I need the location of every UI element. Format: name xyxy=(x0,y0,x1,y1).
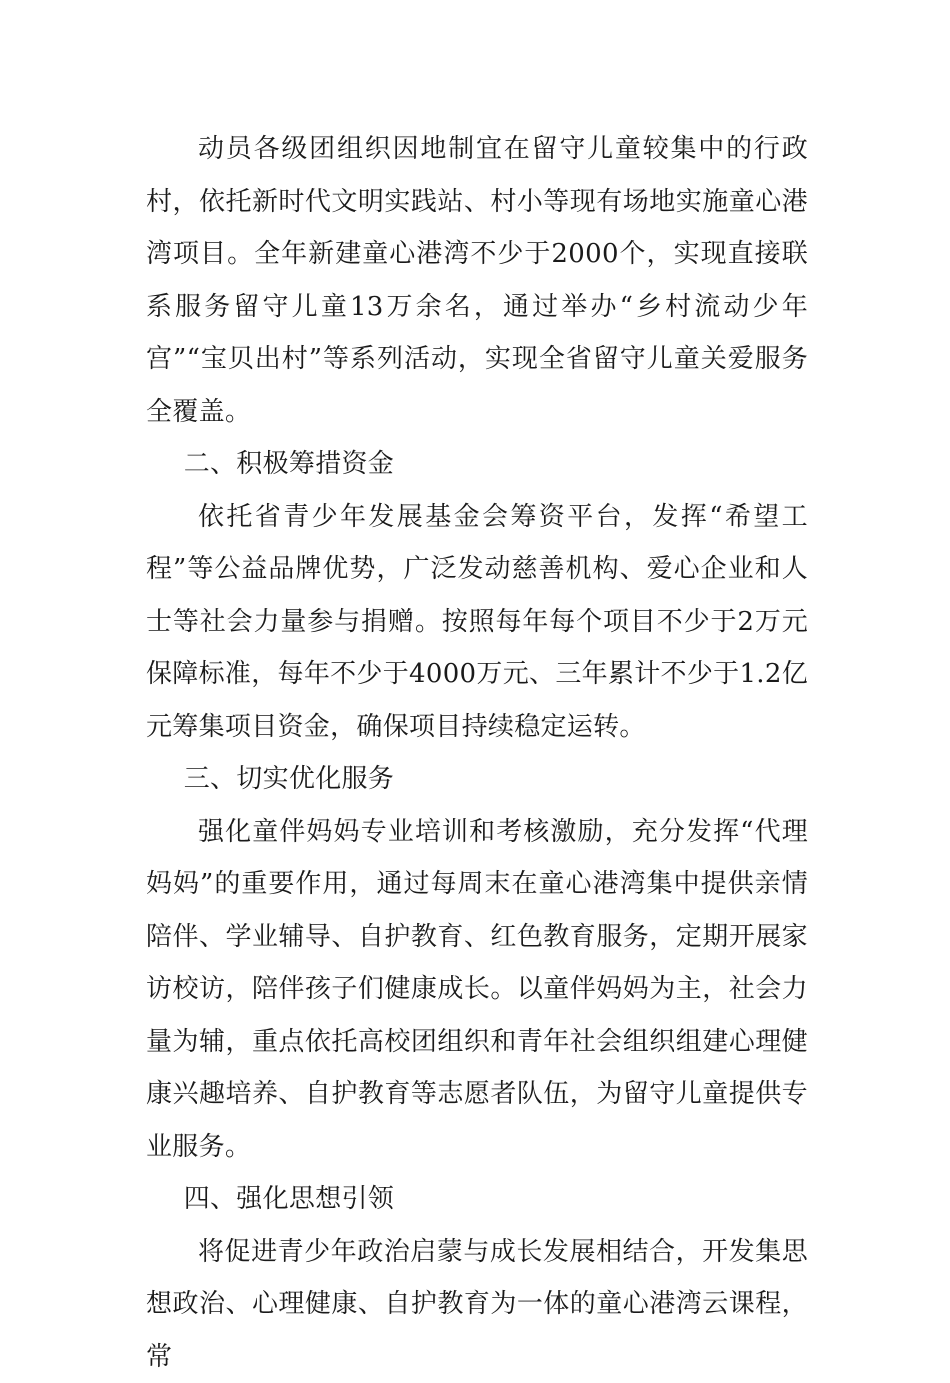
section-heading-ideological-guidance: 四、强化思想引领 xyxy=(146,1173,808,1226)
paragraph-children-harbor-projects: 动员各级团组织因地制宜在留守儿童较集中的行政村，依托新时代文明实践站、村小等现有场地实施童心港湾项目。全年新建童心港湾不少于2000个，实现直接联系服务留守儿童13万余名，通过举办“乡村流动少年宫”“宝贝出村”等系列活动，实现全省留守儿童关爱服务全覆盖。 xyxy=(146,123,808,438)
document-body xyxy=(146,123,808,1383)
section-heading-raise-funds: 二、积极筹措资金 xyxy=(146,438,808,491)
paragraph-services: 强化童伴妈妈专业培训和考核激励，充分发挥“代理妈妈”的重要作用，通过每周末在童心港湾集中提供亲情陪伴、学业辅导、自护教育、红色教育服务，定期开展家访校访，陪伴孩子们健康成长。以童伴妈妈为主，社会力量为辅，重点依托高校团组织和青年社会组织组建心理健康兴趣培养、自护教育等志愿者队伍，为留守儿童提供专业服务。 xyxy=(146,806,808,1174)
paragraph-fundraising: 依托省青少年发展基金会筹资平台，发挥“希望工程”等公益品牌优势，广泛发动慈善机构、爱心企业和人士等社会力量参与捐赠。按照每年每个项目不少于2万元保障标准，每年不少于4000万元、三年累计不少于1.2亿元筹集项目资金，确保项目持续稳定运转。 xyxy=(146,491,808,754)
section-heading-optimize-services: 三、切实优化服务 xyxy=(146,753,808,806)
paragraph-ideological-guidance: 将促进青少年政治启蒙与成长发展相结合，开发集思想政治、心理健康、自护教育为一体的童心港湾云课程，常 xyxy=(146,1226,808,1383)
